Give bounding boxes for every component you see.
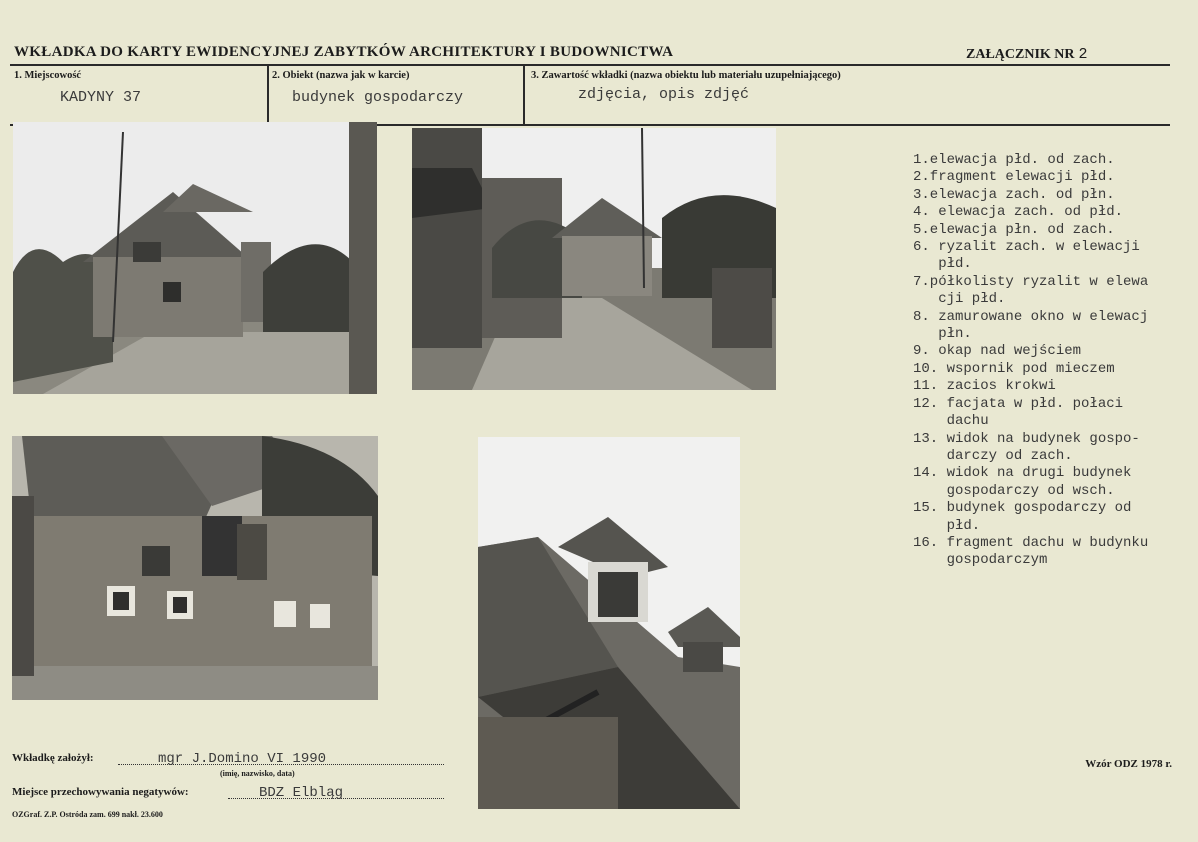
caption-line: cji płd. [913, 291, 1006, 308]
caption-line: 5.elewacja płn. od zach. [913, 221, 1115, 238]
founded-value: mgr J.Domino VI 1990 [158, 751, 327, 767]
caption-line: płn. [913, 326, 972, 343]
photo-farm-building [12, 436, 378, 700]
contents-value: zdjęcia, opis zdjęć [578, 86, 750, 103]
storage-value: BDZ Elbląg [259, 785, 344, 801]
annex-label-text: ZAŁĄCZNIK NR [966, 47, 1075, 62]
printer-imprint: OZGraf. Z.P. Ostróda zam. 699 nakł. 23.600 [12, 810, 163, 819]
caption-line: dachu [913, 413, 989, 430]
caption-line: 4. elewacja zach. od płd. [913, 204, 1124, 221]
contents-label: 3. Zawartość wkładki (nazwa obiektu lub materiału uzupełniającego) [531, 70, 841, 81]
caption-line: 6. ryzalit zach. w elewacji [913, 239, 1140, 256]
caption-line: 2.fragment elewacji płd. [913, 169, 1115, 186]
caption-line: gospodarczym [913, 552, 1048, 569]
object-label: 2. Obiekt (nazwa jak w karcie) [272, 70, 410, 81]
caption-line: darczy od zach. [913, 447, 1073, 464]
caption-line: 12. facjata w płd. połaci [913, 395, 1124, 412]
founded-note: (imię, nazwisko, data) [220, 769, 295, 778]
photo-street-west [13, 122, 377, 394]
caption-line: 3.elewacja zach. od płn. [913, 186, 1115, 203]
caption-line: gospodarczy od wsch. [913, 482, 1115, 499]
photo-roof-detail [478, 437, 740, 809]
caption-line: 8. zamurowane okno w elewacj [913, 308, 1149, 325]
caption-line: 11. zacios krokwi [913, 378, 1056, 395]
form-title: WKŁADKA DO KARTY EWIDENCYJNEJ ZABYTKÓW ARCHITEKTURY I BUDOWNICTWA [14, 44, 674, 60]
photo-yard-lane [412, 128, 776, 390]
locality-label: 1. Miejscowość [14, 70, 82, 81]
locality-value: KADYNY 37 [60, 89, 142, 106]
annex-number: 2 [1078, 46, 1088, 63]
caption-line: 15. budynek gospodarczy od [913, 500, 1132, 517]
header-rule [10, 64, 1170, 66]
form-pattern: Wzór ODZ 1978 r. [1085, 758, 1172, 770]
caption-line: 9. okap nad wejściem [913, 343, 1082, 360]
caption-line: 16. fragment dachu w budynku [913, 534, 1149, 551]
caption-line: 14. widok na drugi budynek [913, 465, 1132, 482]
object-value: budynek gospodarczy [292, 89, 464, 106]
founded-label: Wkładkę założył: [12, 752, 94, 764]
caption-line: płd. [913, 256, 972, 273]
field-divider-1 [267, 66, 269, 124]
annex-label [966, 46, 1088, 63]
field-divider-2 [523, 66, 525, 124]
caption-line: płd. [913, 517, 981, 534]
caption-line: 10. wspornik pod mieczem [913, 360, 1115, 377]
caption-line: 7.półkolisty ryzalit w elewa [913, 273, 1149, 290]
photo-captions-list [913, 152, 1198, 570]
caption-line: 1.elewacja płd. od zach. [913, 152, 1115, 168]
caption-line: 13. widok na budynek gospo- [913, 430, 1140, 447]
storage-label: Miejsce przechowywania negatywów: [12, 786, 189, 798]
